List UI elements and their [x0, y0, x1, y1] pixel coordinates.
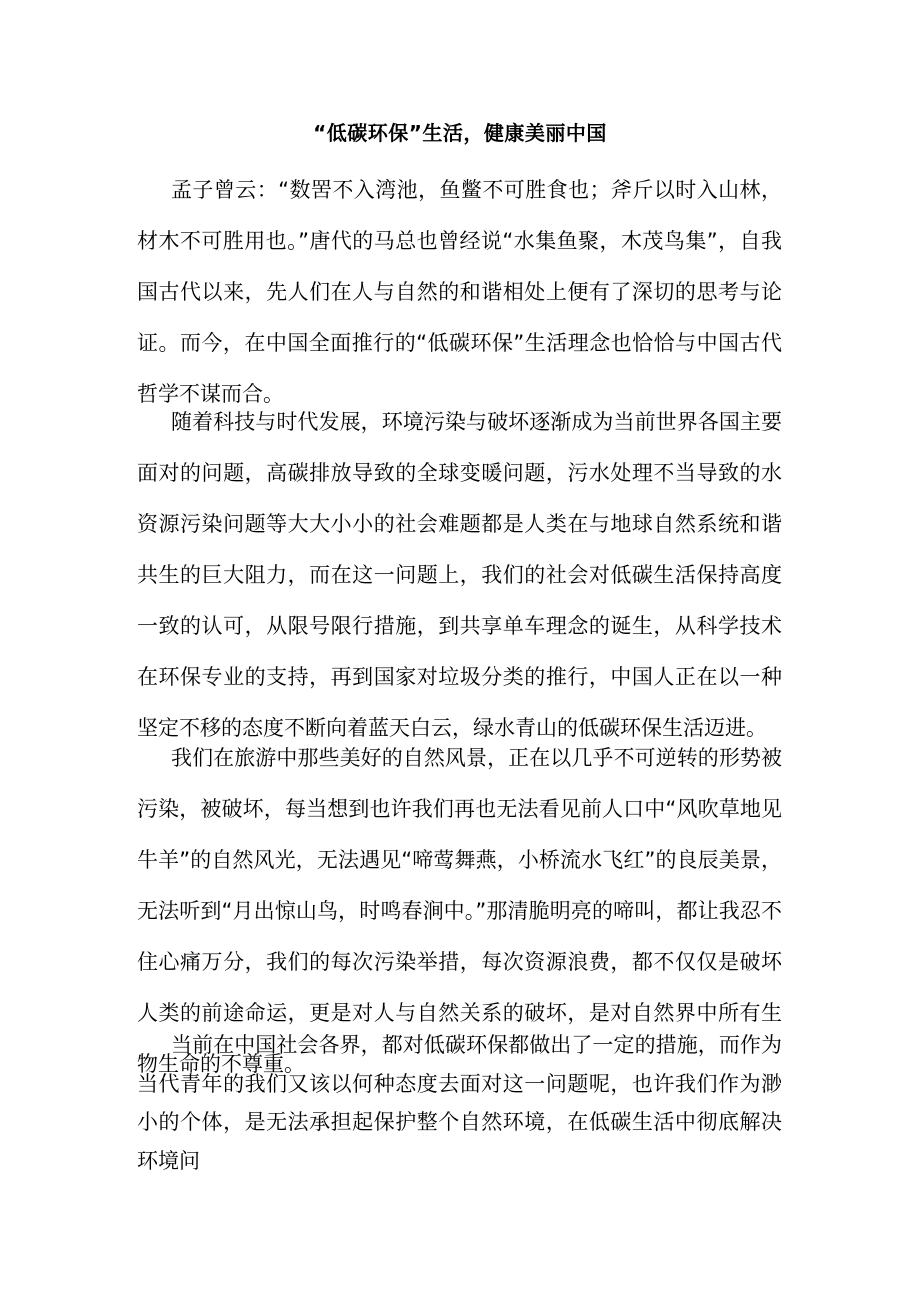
paragraph-4: 当前在中国社会各界，都对低碳环保都做出了一定的措施，而作为当代青年的我们又该以何种态度去面对这一问题呢，也许我们作为渺小的个体，是无法承担起保护整个自然环境，在低碳生活中彻底解决环境问 [137, 1033, 782, 1173]
document-title: “低碳环保”生活，健康美丽中国 [313, 121, 607, 145]
paragraph-3: 我们在旅游中那些美好的自然风景，正在以几乎不可逆转的形势被污染，被破坏，每当想到也许我们再也无法看见前人口中“风吹草地见牛羊”的自然风光，无法遇见“啼莺舞燕，小桥流水飞红”的良辰美景，无法听到“月出惊山鸟，时鸣春涧中。”那清脆明亮的啼叫，都让我忍不住心痛万分，我们的每次污染举措，每次资源浪费，都不仅仅是破坏人类的前途命运，更是对人与自然关系的破坏，是对自然界中所有生物生命的不尊重。 [137, 746, 782, 1076]
paragraph-2: 随着科技与时代发展，环境污染与破坏逐渐成为当前世界各国主要面对的问题，高碳排放导致的全球变暖问题，污水处理不当导致的水资源污染问题等大大小小的社会难题都是人类在与地球自然系统和谐共生的巨大阻力，而在这一问题上，我们的社会对低碳生活保持高度一致的认可，从限号限行措施，到共享单车理念的诞生，从科学技术在环保专业的支持，再到国家对垃圾分类的推行，中国人正在以一种坚定不移的态度不断向着蓝天白云，绿水青山的低碳环保生活迈进。 [137, 410, 782, 740]
paragraph-1: 孟子曾云：“数罟不入湾池，鱼鳖不可胜食也；斧斤以时入山林，材木不可胜用也。”唐代的马总也曾经说“水集鱼聚，木茂鸟集”，自我国古代以来，先人们在人与自然的和谐相处上便有了深切的思考与论证。而今，在中国全面推行的“低碳环保”生活理念也恰恰与中国古代哲学不谋而合。 [137, 178, 782, 406]
